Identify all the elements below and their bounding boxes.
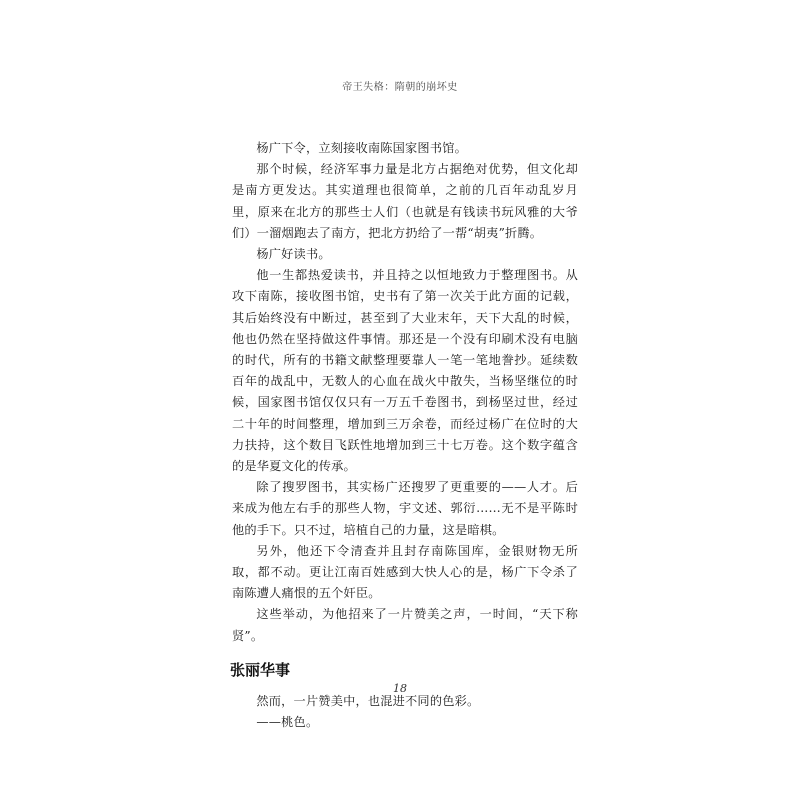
paragraph: ——桃色。 (256, 715, 319, 730)
running-header: 帝王失格：隋朝的崩坏史 (342, 82, 458, 93)
paragraph: 另外，他还下令清查并且封存南陈国库，金银财物无所取，都不动。更让江南百姓感到大快人心的是，杨广下令杀了南陈遭人痛恨的五个奸臣。 (232, 543, 578, 601)
paragraph: 杨广好读书。 (256, 247, 331, 262)
paragraph: 他一生都热爱读书，并且持之以恒地致力于整理图书。从攻下南陈，接收图书馆，史书有了第一次关于此方面的记载，其后始终没有中断过，甚至到了大业末年，天下大乱的时候，他也仍然在坚持做这件事情。那还是一个没有印刷术没有电脑的时代，所有的书籍文献整理要靠人一笔一笔地誊抄。延续数百年的战乱中，无数人的心血在战火中散失，当杨坚继位的时候，国家图书馆仅仅只有一万五千卷图书，到杨坚过世，经过二十年的时间整理，增加到三万余卷，而经过杨广在位时的大力扶持，这个数目飞跃性地增加到三十七万卷。这个数字蕴含的是华夏文化的传承。 (232, 268, 578, 474)
paragraph: 那个时候，经济军事力量是北方占据绝对优势，但文化却是南方更发达。其实道理也很简单，之前的几百年动乱岁月里，原来在北方的那些士人们（也就是有钱读书玩风雅的大爷们）一溜烟跑去了南方，把北方扔给了一帮“胡夷”折腾。 (232, 162, 578, 240)
section-heading: 张丽华事 (230, 660, 291, 679)
paragraph: 然而，一片赞美中，也混进不同的色彩。 (256, 693, 480, 708)
page-number: 18 (393, 682, 407, 695)
paragraph: 除了搜罗图书，其实杨广还搜罗了更重要的——人才。后来成为他左右手的那些人物，宇文述、郭衍……无不是平陈时他的手下。只不过，培植自己的力量，这是暗棋。 (232, 480, 578, 537)
body-text (232, 138, 578, 733)
paragraph: 杨广下令，立刻接收南陈国家图书馆。 (256, 141, 467, 155)
paragraph: 这些举动，为他招来了一片赞美之声，一时间，“天下称贤”。 (232, 607, 578, 643)
